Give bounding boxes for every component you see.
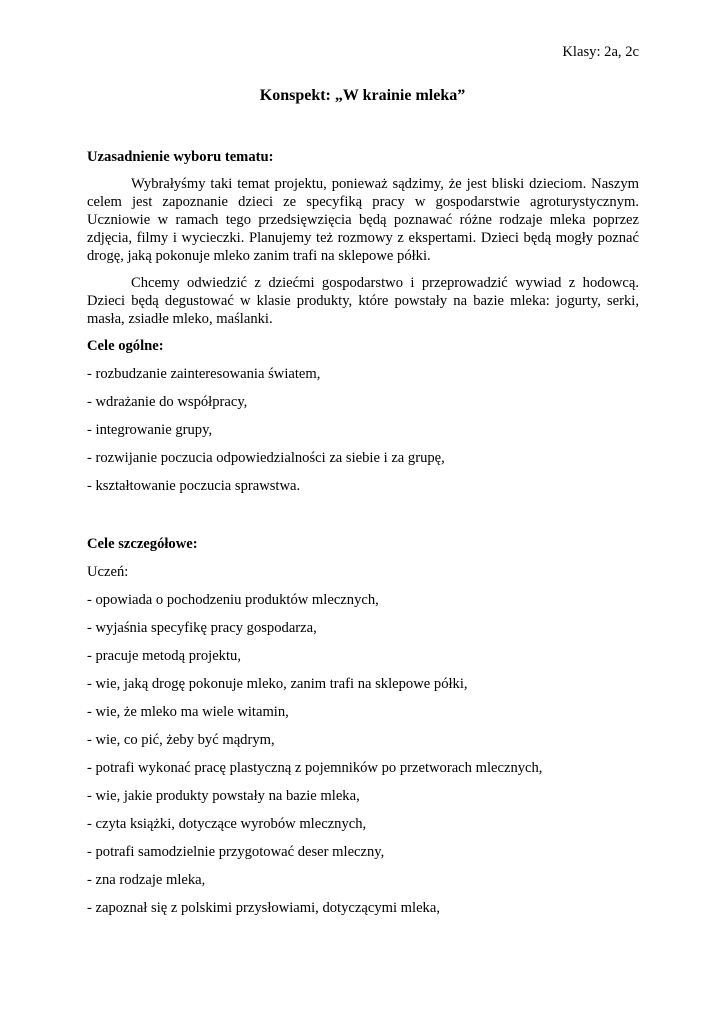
list-item: - pracuje metodą projektu, [87,648,241,664]
list-item: - potrafi samodzielnie przygotować deser mleczny, [87,844,385,860]
list-item: - potrafi wykonać pracę plastyczną z pojemników po przetworach mlecznych, [87,760,543,776]
list-item: - kształtowanie poczucia sprawstwa. [87,478,301,494]
specific-goals-list [87,591,639,917]
list-item: - integrowanie grupy, [87,422,213,438]
list-item: - wie, co pić, żeby być mądrym, [87,732,275,748]
document-body [87,148,639,917]
list-item: - opowiada o pochodzeniu produktów mlecznych, [87,592,379,608]
list-item: - zapoznał się z polskimi przysłowiami, dotyczącymi mleka, [87,900,440,916]
classes-label: Klasy: 2a, 2c [562,44,639,60]
list-item: - wie, jakie produkty powstały na bazie mleka, [87,788,360,804]
list-item: - rozwijanie poczucia odpowiedzialności za siebie i za grupę, [87,450,445,466]
list-item: - rozbudzanie zainteresowania światem, [87,366,321,382]
justification-heading: Uzasadnienie wyboru tematu: [87,149,274,165]
document-title: Konspekt: „W krainie mleka” [259,87,466,104]
list-item: - wdrażanie do współpracy, [87,394,248,410]
list-item: - wie, jaką drogę pokonuje mleko, zanim trafi na sklepowe półki, [87,676,468,692]
justification-paragraph: Chcemy odwiedzić z dziećmi gospodarstwo i przeprowadzić wywiad z hodowcą. Dzieci będą degustować w klasie produkty, które powstały na bazie mleka: jogurty, serki, masła, zsiadłe mleko, maślanki. [87,275,639,327]
list-item: - zna rodzaje mleka, [87,872,206,888]
subject-label: Uczeń: [87,564,129,580]
list-item: - wyjaśnia specyfikę pracy gospodarza, [87,620,317,636]
general-goals-heading: Cele ogólne: [87,338,164,354]
general-goals-list [87,365,639,495]
justification-paragraph: Wybrałyśmy taki temat projektu, ponieważ sądzimy, że jest bliski dzieciom. Naszym celem jest zapoznanie dzieci ze specyfiką pracy w gospodarstwie agroturystycznym. Uczniowie w ramach tego przedsięwzięcia będą poznawać różne rodzaje mleka poprzez zdjęcia, filmy i wycieczki. Planujemy też rozmowy z ekspertami. Dzieci będą mogły poznać drogę, jaką pokonuje mleko zanim trafi na sklepowe półki. [87,176,639,264]
specific-goals-heading: Cele szczegółowe: [87,536,198,552]
list-item: - czyta książki, dotyczące wyrobów mlecznych, [87,816,367,832]
list-item: - wie, że mleko ma wiele witamin, [87,704,289,720]
